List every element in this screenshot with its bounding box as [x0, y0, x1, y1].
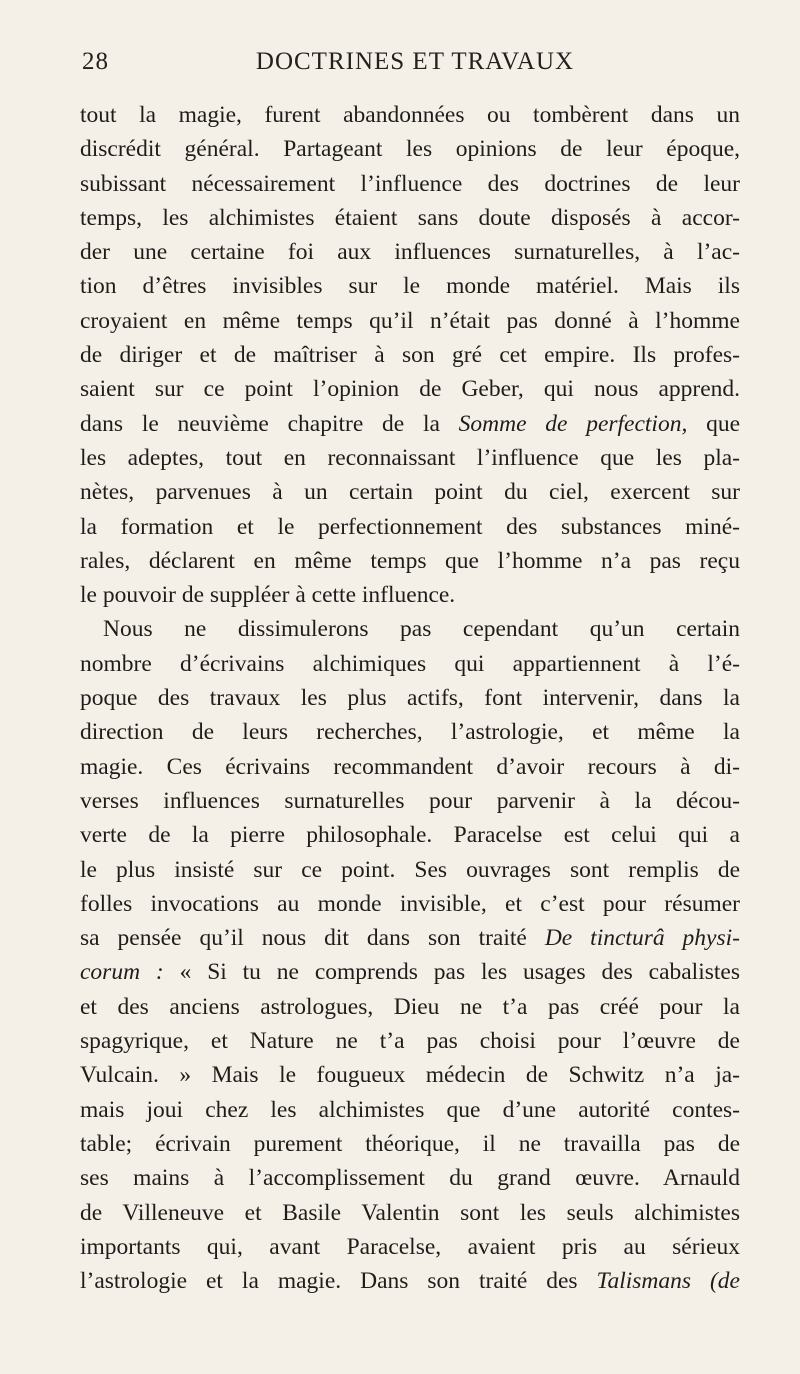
text-line: croyaient en même temps qu’il n’était pas donné à l’homme: [80, 307, 740, 334]
text-line: importants qui, avant Paracelse, avaient pris au sérieux: [80, 1233, 740, 1260]
book-title-tinctura: De tincturâ physi-: [544, 925, 740, 952]
text-line: Vulcain. » Mais le fougueux médecin de Schwitz n’a ja-: [80, 1062, 740, 1089]
text-line: Nous ne dissimulerons pas cependant qu’un certain: [103, 616, 740, 643]
text-line: tion d’êtres invisibles sur le monde matériel. Mais ils: [80, 273, 740, 300]
book-title-talismans: Talismans (de: [596, 1268, 740, 1295]
text-line: poque des travaux les plus actifs, font intervenir, dans la: [80, 685, 740, 712]
text-line: le pouvoir de suppléer à cette influence.: [80, 582, 456, 609]
text-line: [80, 407, 740, 441]
text-segment: que: [706, 410, 741, 437]
text-line: nombre d’écrivains alchimiques qui appartiennent à l’é-: [80, 650, 740, 677]
text-line: table; écrivain purement théorique, il ne travailla pas de: [80, 1130, 740, 1157]
text-line: saient sur ce point l’opinion de Geber, qui nous apprend.: [80, 376, 740, 403]
text-segment: « Si tu ne comprends pas les usages des cabalistes: [179, 959, 740, 986]
text-segment: sa pensée qu’il nous dit dans son traité: [80, 925, 527, 952]
text-line: [80, 921, 740, 955]
text-line: tout la magie, furent abandonnées ou tombèrent dans un: [80, 102, 740, 128]
text-line: mais joui chez les alchimistes que d’une autorité contes-: [80, 1096, 740, 1123]
text-line: de diriger et de maîtriser à son gré cet empire. Ils profes-: [80, 342, 740, 369]
text-segment: l’astrologie et la magie. Dans son traité des: [80, 1268, 578, 1295]
text-line: verte de la pierre philosophale. Paracelse est celui qui a: [80, 822, 740, 849]
text-line: et des anciens astrologues, Dieu ne t’a pas créé pour la: [80, 993, 740, 1020]
text-line: [80, 1264, 740, 1298]
text-line: temps, les alchimistes étaient sans doute disposés à accor-: [80, 204, 740, 231]
book-title-somme: Somme de perfection,: [458, 410, 688, 437]
text-line: discrédit général. Partageant les opinions de leur époque,: [80, 136, 740, 163]
text-line: direction de leurs recherches, l’astrologie, et même la: [80, 719, 740, 746]
text-line: les adeptes, tout en reconnaissant l’influence que les pla-: [80, 444, 740, 471]
body-text: [80, 98, 740, 1298]
book-title-tinctura-cont: corum :: [80, 959, 164, 986]
text-segment: dans le neuvième chapitre de la: [80, 410, 440, 437]
running-head: [0, 48, 800, 88]
page-number: 28: [82, 48, 109, 75]
text-line: ses mains à l’accomplissement du grand œuvre. Arnauld: [80, 1165, 740, 1192]
text-line: la formation et le perfectionnement des substances miné-: [80, 513, 740, 540]
text-line: verses influences surnaturelles pour parvenir à la décou-: [80, 787, 740, 814]
text-line: spagyrique, et Nature ne t’a pas choisi pour l’œuvre de: [80, 1028, 740, 1055]
text-line: le plus insisté sur ce point. Ses ouvrages sont remplis de: [80, 856, 740, 883]
text-line: magie. Ces écrivains recommandent d’avoir recours à di-: [80, 753, 740, 780]
text-line: de Villeneuve et Basile Valentin sont les seuls alchimistes: [80, 1199, 740, 1226]
text-line: der une certaine foi aux influences surnaturelles, à l’ac-: [80, 239, 740, 266]
text-line: [80, 955, 740, 989]
text-line: subissant nécessairement l’influence des doctrines de leur: [80, 170, 740, 197]
text-line: nètes, parvenues à un certain point du ciel, exercent sur: [80, 479, 740, 506]
text-line: folles invocations au monde invisible, et c’est pour résumer: [80, 890, 740, 917]
text-line: rales, déclarent en même temps que l’homme n’a pas reçu: [80, 547, 740, 574]
running-title: DOCTRINES ET TRAVAUX: [255, 48, 575, 75]
